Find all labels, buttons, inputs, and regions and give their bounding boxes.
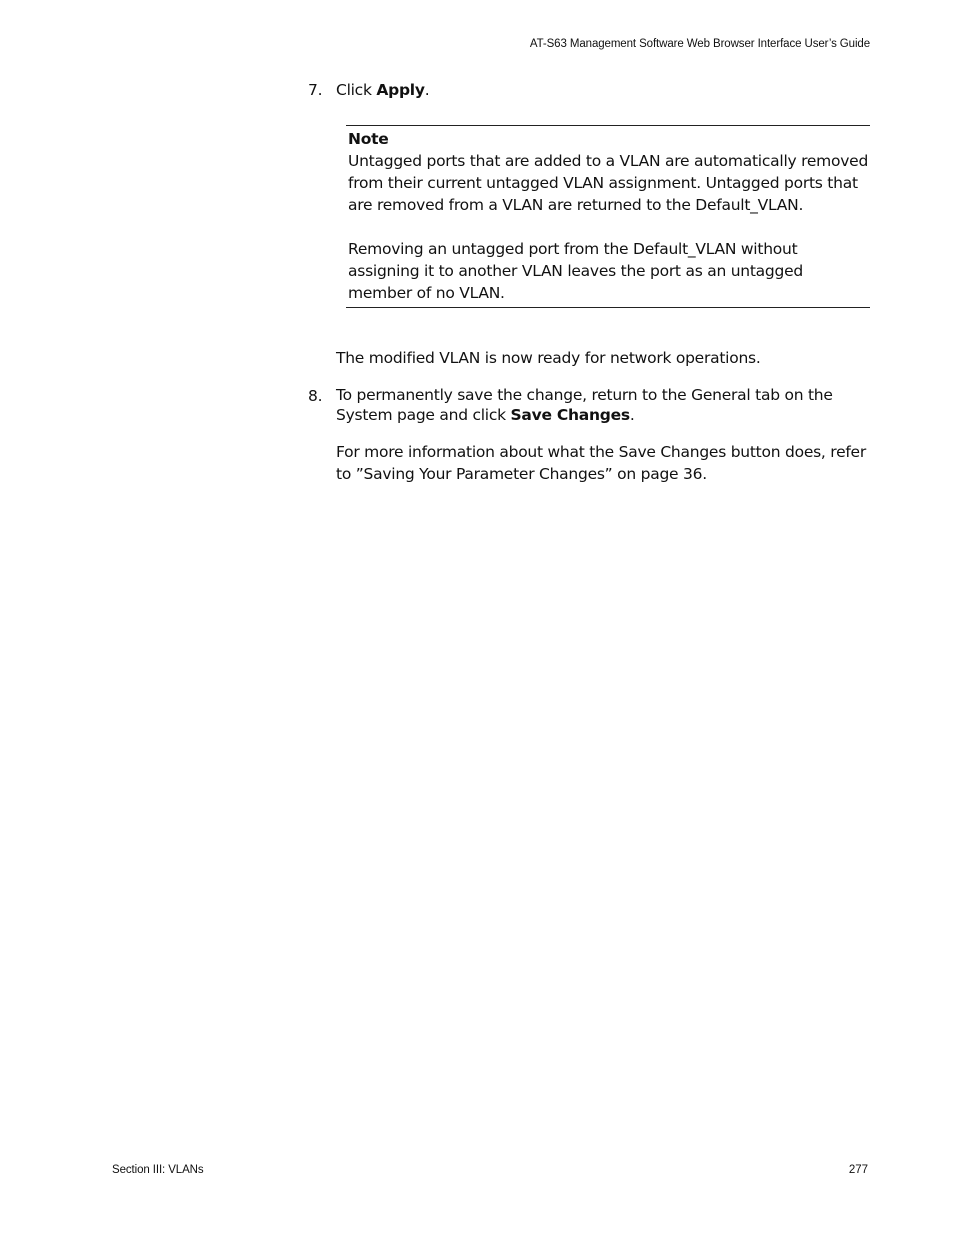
step-number: 7. (308, 81, 323, 99)
save-changes-label: Save Changes (510, 406, 630, 424)
modified-vlan-text: The modified VLAN is now ready for network operations. (336, 349, 761, 367)
step-number: 8. (308, 387, 323, 405)
note-title: Note (348, 130, 389, 148)
step-text: Click Apply. (336, 81, 430, 99)
more-info-text: For more information about what the Save Changes button does, refer to ”Saving Your Parameter Changes” on page 36. (336, 443, 866, 483)
step-7 (308, 79, 878, 101)
running-header: AT-S63 Management Software Web Browser Interface User’s Guide (529, 38, 870, 50)
note-paragraph-2: Removing an untagged port from the Default_VLAN without assigning it to another VLAN leaves the port as an untagged member of no VLAN. (348, 240, 803, 302)
page-number: 277 (848, 1164, 868, 1176)
apply-label: Apply (376, 81, 425, 99)
footer-section: Section III: VLANs (112, 1164, 204, 1176)
note-box (346, 125, 870, 308)
note-paragraph-1: Untagged ports that are added to a VLAN are automatically removed from their current untagged VLAN assignment. Untagged ports that are removed from a VLAN are returned to the Default_VLAN. (348, 152, 869, 214)
step-text: To permanently save the change, return to the General tab on the System page and click Save Changes. (336, 386, 833, 424)
step-8 (308, 385, 878, 425)
